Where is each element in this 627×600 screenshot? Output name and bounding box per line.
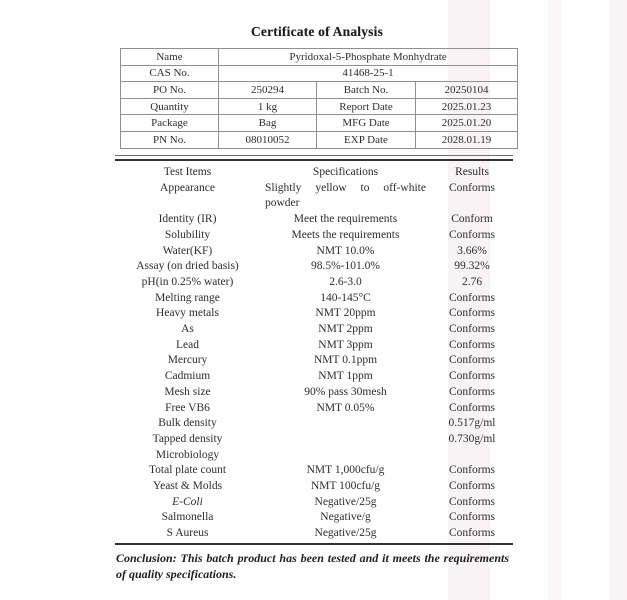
result-cell: Conforms (449, 385, 495, 398)
test-table-row (115, 244, 513, 260)
scan-artifact-stripe (548, 0, 561, 600)
info-table-row (121, 115, 518, 132)
document-title: Certificate of Analysis (250, 24, 384, 39)
specification-cell: Negative/25g (314, 495, 377, 508)
info-table-row (121, 65, 518, 82)
test-table-row (115, 259, 513, 275)
specification-cell: 140-145°C (320, 291, 371, 304)
specification-cell: 90% pass 30mesh (304, 385, 387, 398)
test-table-row (115, 275, 513, 291)
info-value: Bag (219, 115, 317, 132)
result-cell (431, 448, 513, 464)
test-table-row (115, 416, 513, 432)
test-table-rows (115, 181, 513, 542)
scan-artifact-stripe (610, 0, 627, 600)
test-item-cell: Total plate count (148, 464, 227, 477)
specification-cell: NMT 0.05% (316, 401, 375, 414)
test-item-cell: Free VB6 (165, 401, 210, 414)
test-table-row (115, 306, 513, 322)
specification-cell: Negative/25g (314, 527, 377, 540)
test-item-cell: Assay (on dried basis) (136, 260, 239, 273)
info-table-row (121, 131, 518, 148)
specification-cell: NMT 20ppm (315, 307, 376, 320)
result-cell: Conforms (449, 480, 495, 493)
test-table-row (115, 291, 513, 307)
result-cell: Conforms (449, 511, 495, 524)
specification-cell: NMT 100cfu/g (310, 480, 381, 493)
info-value: 08010052 (219, 131, 317, 148)
result-cell: Conforms (449, 338, 495, 351)
info-table-row (121, 49, 518, 66)
test-item-cell: E-Coli (172, 495, 203, 508)
test-items-header: Test Items (163, 166, 212, 178)
test-item-cell: Heavy metals (156, 307, 219, 320)
info-value: 2025.01.20 (416, 115, 518, 132)
test-table-row (115, 322, 513, 338)
result-cell: Conforms (449, 527, 495, 540)
info-value: 20250104 (416, 82, 518, 99)
test-table-row (115, 401, 513, 417)
test-table-row (115, 463, 513, 479)
test-table-row (115, 448, 513, 464)
result-cell: Conform (451, 213, 493, 226)
test-item-cell: S Aureus (166, 527, 209, 540)
info-label: Name (121, 49, 219, 66)
test-item-cell: Mercury (167, 354, 208, 367)
info-value: Pyridoxal-5-Phosphate Monhydrate (219, 49, 518, 66)
test-results-section (115, 155, 513, 582)
test-item-cell: Microbiology (155, 448, 220, 461)
result-cell: Conforms (449, 228, 495, 241)
result-cell: Conforms (449, 370, 495, 383)
info-label: MFG Date (317, 115, 416, 132)
specification-cell (260, 448, 431, 464)
specification-cell: NMT 3ppm (318, 338, 373, 351)
result-cell: Conforms (449, 323, 495, 336)
test-table-row (115, 338, 513, 354)
result-cell: Conforms (449, 495, 495, 508)
info-value: 1 kg (219, 98, 317, 115)
result-cell: 2.76 (461, 275, 483, 288)
specification-cell: NMT 1ppm (318, 370, 373, 383)
test-table-row (115, 212, 513, 228)
test-table-row (115, 432, 513, 448)
specification-cell: NMT 10.0% (316, 244, 375, 257)
specification-cell: Slightly yellow to off-white powder (265, 181, 426, 210)
test-table-row (115, 510, 513, 526)
info-label: Report Date (317, 98, 416, 115)
test-item-cell: Salmonella (161, 511, 214, 524)
test-item-cell: Bulk density (158, 417, 217, 430)
result-cell: Conforms (449, 401, 495, 414)
info-value: 2025.01.23 (416, 98, 518, 115)
test-item-cell: Cadmium (164, 370, 211, 383)
info-label: PO No. (121, 82, 219, 99)
specification-cell: NMT 2ppm (318, 323, 373, 336)
test-table-row (115, 369, 513, 385)
test-table-row (115, 385, 513, 401)
result-cell: 0.730g/ml (448, 432, 496, 445)
test-item-cell: Water(KF) (162, 244, 213, 257)
specification-cell: 98.5%-101.0% (311, 260, 380, 273)
info-label: Quantity (121, 98, 219, 115)
test-table-row (115, 526, 513, 542)
info-table-row (121, 98, 518, 115)
result-cell: Conforms (449, 354, 495, 367)
top-double-rule (115, 155, 513, 161)
specification-cell: Meets the requirements (291, 228, 400, 241)
info-label: Batch No. (317, 82, 416, 99)
info-value: 250294 (219, 82, 317, 99)
result-cell: 0.517g/ml (448, 417, 496, 430)
test-item-cell: pH(in 0.25% water) (141, 275, 234, 288)
info-value: 2028.01.19 (416, 131, 518, 148)
info-label: PN No. (121, 131, 219, 148)
specification-cell: NMT 0.1ppm (313, 354, 378, 367)
test-item-cell: Appearance (160, 181, 215, 194)
test-item-cell: Identity (IR) (158, 213, 217, 226)
specification-cell: 2.6-3.0 (329, 275, 362, 288)
specification-cell: Meet the requirements (293, 213, 398, 226)
conclusion-text: Conclusion: This batch product has been tested and it meets the requirements of quality specifications. (116, 550, 509, 581)
result-cell: Conforms (449, 464, 495, 477)
product-info-table-body (121, 49, 518, 149)
test-table-header-row (115, 165, 513, 181)
result-cell: Conforms (449, 307, 495, 320)
test-table-row (115, 353, 513, 369)
info-table-row (121, 82, 518, 99)
specification-cell: NMT 1,000cfu/g (306, 464, 385, 477)
test-table-row (115, 228, 513, 244)
result-cell: Conforms (449, 291, 495, 304)
test-item-cell: Tapped density (152, 432, 223, 445)
info-value: 41468-25-1 (219, 65, 518, 82)
test-table-row (115, 479, 513, 495)
test-table-row (115, 495, 513, 511)
test-table-row (115, 181, 513, 212)
product-info-table (120, 48, 518, 149)
test-item-cell: Yeast & Molds (152, 480, 223, 493)
info-label: CAS No. (121, 65, 219, 82)
specifications-header: Specifications (312, 166, 379, 178)
test-item-cell: Mesh size (164, 385, 211, 398)
test-item-cell: Melting range (155, 291, 220, 304)
bottom-rule (115, 543, 513, 545)
test-item-cell: As (181, 323, 194, 336)
test-item-cell: Solubility (164, 228, 211, 241)
results-header: Results (455, 166, 489, 178)
result-cell: 3.66% (457, 244, 487, 257)
info-label: Package (121, 115, 219, 132)
specification-cell (260, 416, 431, 432)
result-cell: Conforms (449, 181, 495, 194)
test-item-cell: Lead (176, 338, 199, 351)
result-cell: 99.32% (454, 260, 490, 273)
specification-cell: Negative/g (320, 511, 371, 524)
specification-cell (260, 432, 431, 448)
info-label: EXP Date (317, 131, 416, 148)
